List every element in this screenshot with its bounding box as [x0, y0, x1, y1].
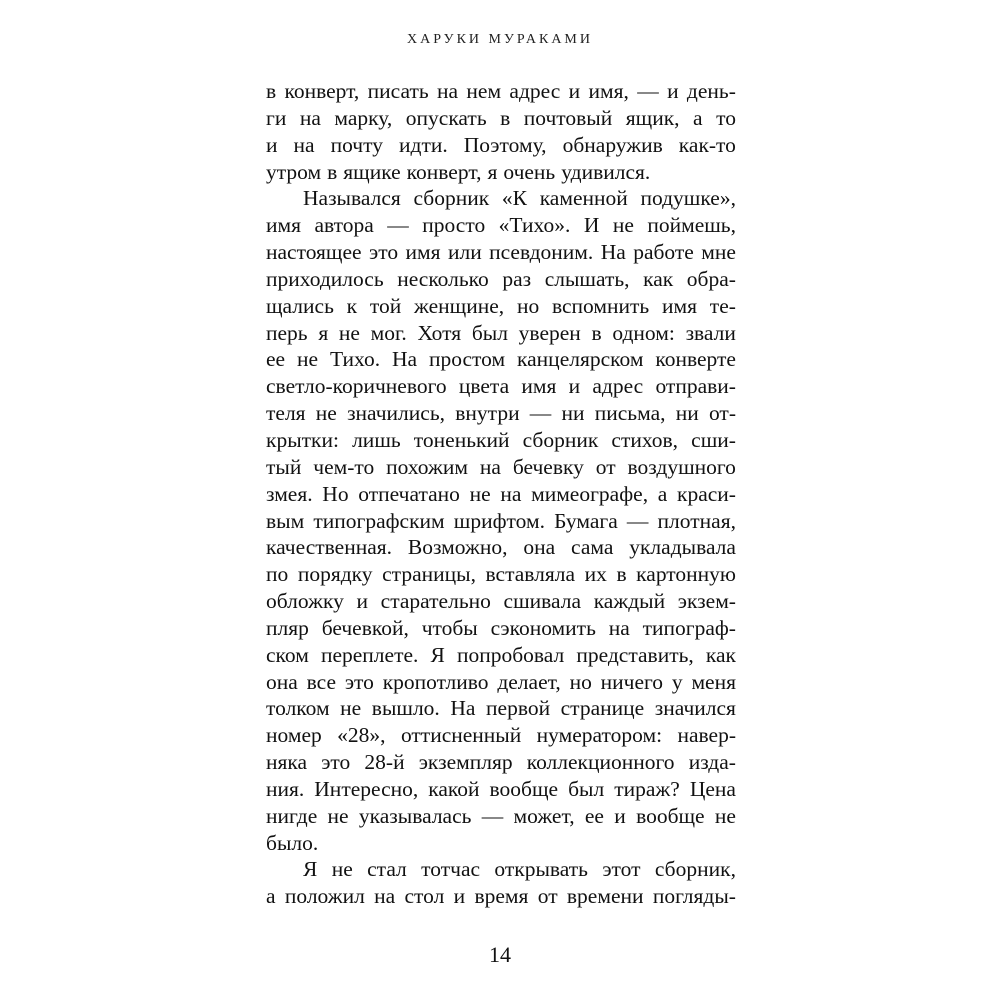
text-line: [266, 78, 736, 105]
word: она: [266, 669, 298, 694]
word: вым: [266, 508, 305, 533]
word: тоненький: [413, 427, 510, 452]
word: все: [306, 669, 336, 694]
word: как: [643, 266, 674, 291]
word: пляр: [266, 615, 309, 640]
word: мимеографе,: [531, 481, 649, 506]
word: раз: [502, 266, 532, 291]
word: 28-й: [364, 750, 405, 775]
word: утром: [266, 159, 322, 184]
word: это: [344, 669, 374, 694]
word: ском: [266, 642, 309, 667]
word: Назывался: [303, 186, 401, 211]
word: это: [369, 240, 399, 265]
word: представить,: [576, 642, 694, 667]
word: попробовал: [456, 642, 565, 667]
text-line: [266, 293, 736, 320]
word: На: [600, 240, 626, 265]
word: бечевку: [512, 454, 584, 479]
word: Бумага: [554, 508, 618, 533]
word: в: [616, 562, 627, 587]
running-head: ХАРУКИ МУРАКАМИ: [407, 32, 593, 47]
word: Я: [430, 642, 445, 667]
text-line: [266, 481, 736, 508]
word: она: [523, 535, 556, 560]
word: —: [387, 213, 409, 238]
word: меня: [691, 669, 736, 694]
word: стол: [404, 884, 445, 909]
word: делает,: [497, 669, 561, 694]
word: ее: [266, 347, 286, 372]
word: оттисненный: [400, 723, 522, 748]
word: шрифтом.: [453, 508, 545, 533]
word: изда-: [688, 750, 736, 775]
word: переплете.: [320, 642, 419, 667]
word: и: [568, 374, 581, 399]
word: той: [369, 293, 402, 318]
text-line: [266, 615, 736, 642]
word: я: [318, 320, 329, 345]
word: значился: [654, 696, 736, 721]
word: но: [569, 669, 592, 694]
word: Я: [303, 857, 318, 882]
word: от: [595, 454, 616, 479]
word: сэкономить: [490, 615, 596, 640]
word: —: [626, 508, 649, 533]
word: подушке»,: [640, 186, 736, 211]
word: как: [705, 642, 736, 667]
word: Но: [322, 481, 349, 506]
word: просто: [422, 213, 486, 238]
word: и: [453, 884, 466, 909]
word: отпечатано: [358, 481, 460, 506]
text-line: [266, 266, 736, 293]
word: «Тихо».: [498, 213, 571, 238]
word: Тихо.: [329, 347, 381, 372]
text-line: [266, 185, 736, 212]
word: опускать: [405, 105, 487, 130]
word: не: [296, 347, 319, 372]
word: это: [321, 750, 351, 775]
text-line: [266, 856, 736, 883]
word: отправи-: [655, 374, 736, 399]
word: на: [299, 105, 321, 130]
word: и: [266, 132, 278, 157]
word: Интересно,: [314, 776, 419, 801]
word: на: [437, 79, 459, 103]
word: —: [637, 79, 659, 103]
word: адрес: [509, 79, 561, 103]
word: няка: [266, 750, 308, 775]
word: идти.: [399, 132, 448, 157]
word: те-: [709, 293, 736, 318]
word: может,: [513, 803, 575, 828]
word: марку,: [334, 105, 393, 130]
word: Возможно,: [407, 535, 508, 560]
word: в: [500, 105, 511, 130]
text-line: [266, 373, 736, 400]
word: на: [479, 454, 501, 479]
word: удивился.: [561, 159, 651, 184]
word: я: [487, 159, 498, 184]
word: ния.: [266, 776, 305, 801]
word: ящик,: [625, 105, 680, 130]
word: ни: [561, 401, 585, 426]
word: времени: [566, 884, 644, 909]
word: канцелярском: [517, 347, 644, 372]
word: и: [568, 79, 581, 103]
word: писать: [367, 79, 429, 103]
word: змея.: [266, 481, 313, 506]
word: как-то: [678, 132, 736, 157]
word: навер-: [677, 723, 736, 748]
text-line: [266, 669, 736, 696]
word: звали: [685, 320, 736, 345]
word: на: [608, 615, 630, 640]
text-line: [266, 159, 736, 186]
word: типографским: [313, 508, 445, 533]
word: имя,: [588, 79, 629, 103]
word: страницы,: [382, 562, 476, 587]
word: имя: [405, 240, 441, 265]
word: ни: [675, 401, 699, 426]
word: порядку: [297, 562, 373, 587]
word: у: [671, 669, 683, 694]
word: теля: [266, 401, 306, 426]
word: обра-: [686, 266, 736, 291]
word: а: [266, 884, 276, 909]
text-line: [266, 400, 736, 427]
word: адрес: [592, 374, 644, 399]
word: обложку: [266, 589, 344, 614]
word: имя: [662, 293, 698, 318]
word: в: [266, 79, 277, 103]
word: —: [481, 803, 504, 828]
word: плотная,: [657, 508, 736, 533]
word: простом: [428, 347, 506, 372]
word: цвета: [458, 374, 510, 399]
word: уверен: [518, 320, 581, 345]
word: письма,: [594, 401, 666, 426]
word: «28»,: [337, 723, 386, 748]
word: и: [667, 79, 679, 103]
word: имя: [521, 374, 557, 399]
word: вспомнить: [551, 293, 650, 318]
word: этот: [602, 857, 641, 882]
word: в: [327, 159, 338, 184]
word: стихов,: [611, 427, 679, 452]
word: тотчас: [421, 857, 481, 882]
word: странице: [560, 696, 645, 721]
text-line: [266, 695, 736, 722]
word: было.: [266, 830, 319, 855]
word: и: [356, 589, 369, 614]
word: положил: [284, 884, 365, 909]
word: на: [374, 884, 396, 909]
word: на: [293, 132, 315, 157]
word: внутри: [455, 401, 520, 426]
word: мог.: [370, 320, 407, 345]
word: не: [327, 803, 349, 828]
word: был: [471, 320, 508, 345]
word: был: [568, 776, 605, 801]
word: то: [716, 105, 736, 130]
word: время: [474, 884, 529, 909]
word: а: [657, 481, 668, 506]
word: старательно: [380, 589, 491, 614]
word: конверт,: [284, 79, 360, 103]
word: почту: [330, 132, 383, 157]
word: не: [469, 481, 491, 506]
word: ги: [266, 105, 287, 130]
word: или: [447, 240, 482, 265]
word: сборник,: [654, 857, 736, 882]
text-line: [266, 830, 736, 857]
word: ее: [584, 803, 604, 828]
word: каждый: [593, 589, 666, 614]
word: конверте: [655, 347, 736, 372]
word: день-: [686, 79, 736, 103]
word: картонную: [636, 562, 736, 587]
word: не: [340, 696, 362, 721]
text-line: [266, 132, 736, 159]
word: не: [315, 401, 337, 426]
word: приходилось: [266, 266, 384, 291]
body-text: [266, 78, 736, 910]
word: перь: [266, 320, 308, 345]
word: воздушного: [627, 454, 736, 479]
word: одном:: [612, 320, 675, 345]
word: от: [537, 884, 558, 909]
word: «К: [501, 186, 527, 211]
word: очень: [503, 159, 556, 184]
word: слышать,: [544, 266, 630, 291]
word: Цена: [689, 776, 736, 801]
word: имя: [266, 213, 302, 238]
word: нумератором:: [536, 723, 663, 748]
word: нем: [466, 79, 502, 103]
word: щались: [266, 293, 334, 318]
text-line: [266, 722, 736, 749]
word: но: [516, 293, 540, 318]
text-line: [266, 883, 736, 910]
word: указывалась: [358, 803, 472, 828]
word: их: [584, 562, 607, 587]
word: тираж?: [614, 776, 680, 801]
word: какой: [428, 776, 480, 801]
word: экземпляр: [418, 750, 513, 775]
word: не: [714, 803, 736, 828]
word: краси-: [677, 481, 736, 506]
word: несколько: [397, 266, 489, 291]
word: экзем-: [677, 589, 736, 614]
word: по: [266, 562, 289, 587]
word: значились,: [347, 401, 446, 426]
text-line: [266, 508, 736, 535]
word: псевдоним.: [489, 240, 594, 265]
text-line: [266, 346, 736, 373]
word: стал: [367, 857, 407, 882]
word: вставляла: [485, 562, 576, 587]
word: ящике: [343, 159, 401, 184]
word: первой: [486, 696, 551, 721]
text-line: [266, 105, 736, 132]
word: вообще: [636, 803, 705, 828]
word: чтобы: [421, 615, 478, 640]
word: типограф-: [642, 615, 736, 640]
word: конверт,: [406, 159, 482, 184]
word: сама: [571, 535, 614, 560]
page-number: 14: [489, 942, 511, 967]
word: толком: [266, 696, 330, 721]
text-line: [266, 534, 736, 561]
text-line: [266, 642, 736, 669]
word: настоящее: [266, 240, 362, 265]
word: женщине,: [414, 293, 505, 318]
word: сборник: [413, 186, 490, 211]
word: не: [338, 320, 360, 345]
word: поймешь,: [647, 213, 736, 238]
word: сборник: [522, 427, 599, 452]
word: нигде: [266, 803, 318, 828]
word: вышло.: [371, 696, 440, 721]
text-line: [266, 239, 736, 266]
word: качественная.: [266, 535, 393, 560]
text-line: [266, 776, 736, 803]
word: сшивала: [503, 589, 582, 614]
text-line: [266, 454, 736, 481]
word: Хотя: [417, 320, 462, 345]
text-line: [266, 320, 736, 347]
word: каменной: [539, 186, 628, 211]
word: чем-то: [313, 454, 375, 479]
word: от-: [708, 401, 736, 426]
word: На: [450, 696, 476, 721]
word: на: [500, 481, 522, 506]
word: крытки:: [266, 427, 339, 452]
word: в: [591, 320, 602, 345]
word: На: [392, 347, 418, 372]
word: обнаружив: [562, 132, 663, 157]
word: работе: [633, 240, 694, 265]
word: бечевкой,: [321, 615, 409, 640]
text-line: [266, 749, 736, 776]
word: кропотливо: [382, 669, 489, 694]
word: ничего: [600, 669, 664, 694]
word: открывать: [494, 857, 588, 882]
text-line: [266, 588, 736, 615]
word: не: [331, 857, 353, 882]
word: почтовый: [523, 105, 613, 130]
word: мне: [701, 240, 736, 265]
word: погляды-: [652, 884, 736, 909]
text-line: [266, 427, 736, 454]
text-line: [266, 561, 736, 588]
word: а: [693, 105, 703, 130]
word: к: [346, 293, 358, 318]
word: и: [614, 803, 626, 828]
word: похожим: [386, 454, 468, 479]
word: номер: [266, 723, 322, 748]
word: Поэтому,: [463, 132, 547, 157]
word: коллекционного: [526, 750, 675, 775]
text-line: [266, 212, 736, 239]
word: светло-коричневого: [266, 374, 447, 399]
word: лишь: [352, 427, 401, 452]
word: не: [612, 213, 634, 238]
text-line: [266, 803, 736, 830]
word: тый: [266, 454, 302, 479]
word: сши-: [691, 427, 736, 452]
word: —: [529, 401, 552, 426]
word: вообще: [489, 776, 559, 801]
word: автора: [314, 213, 374, 238]
word: укладывала: [629, 535, 736, 560]
word: И: [583, 213, 600, 238]
